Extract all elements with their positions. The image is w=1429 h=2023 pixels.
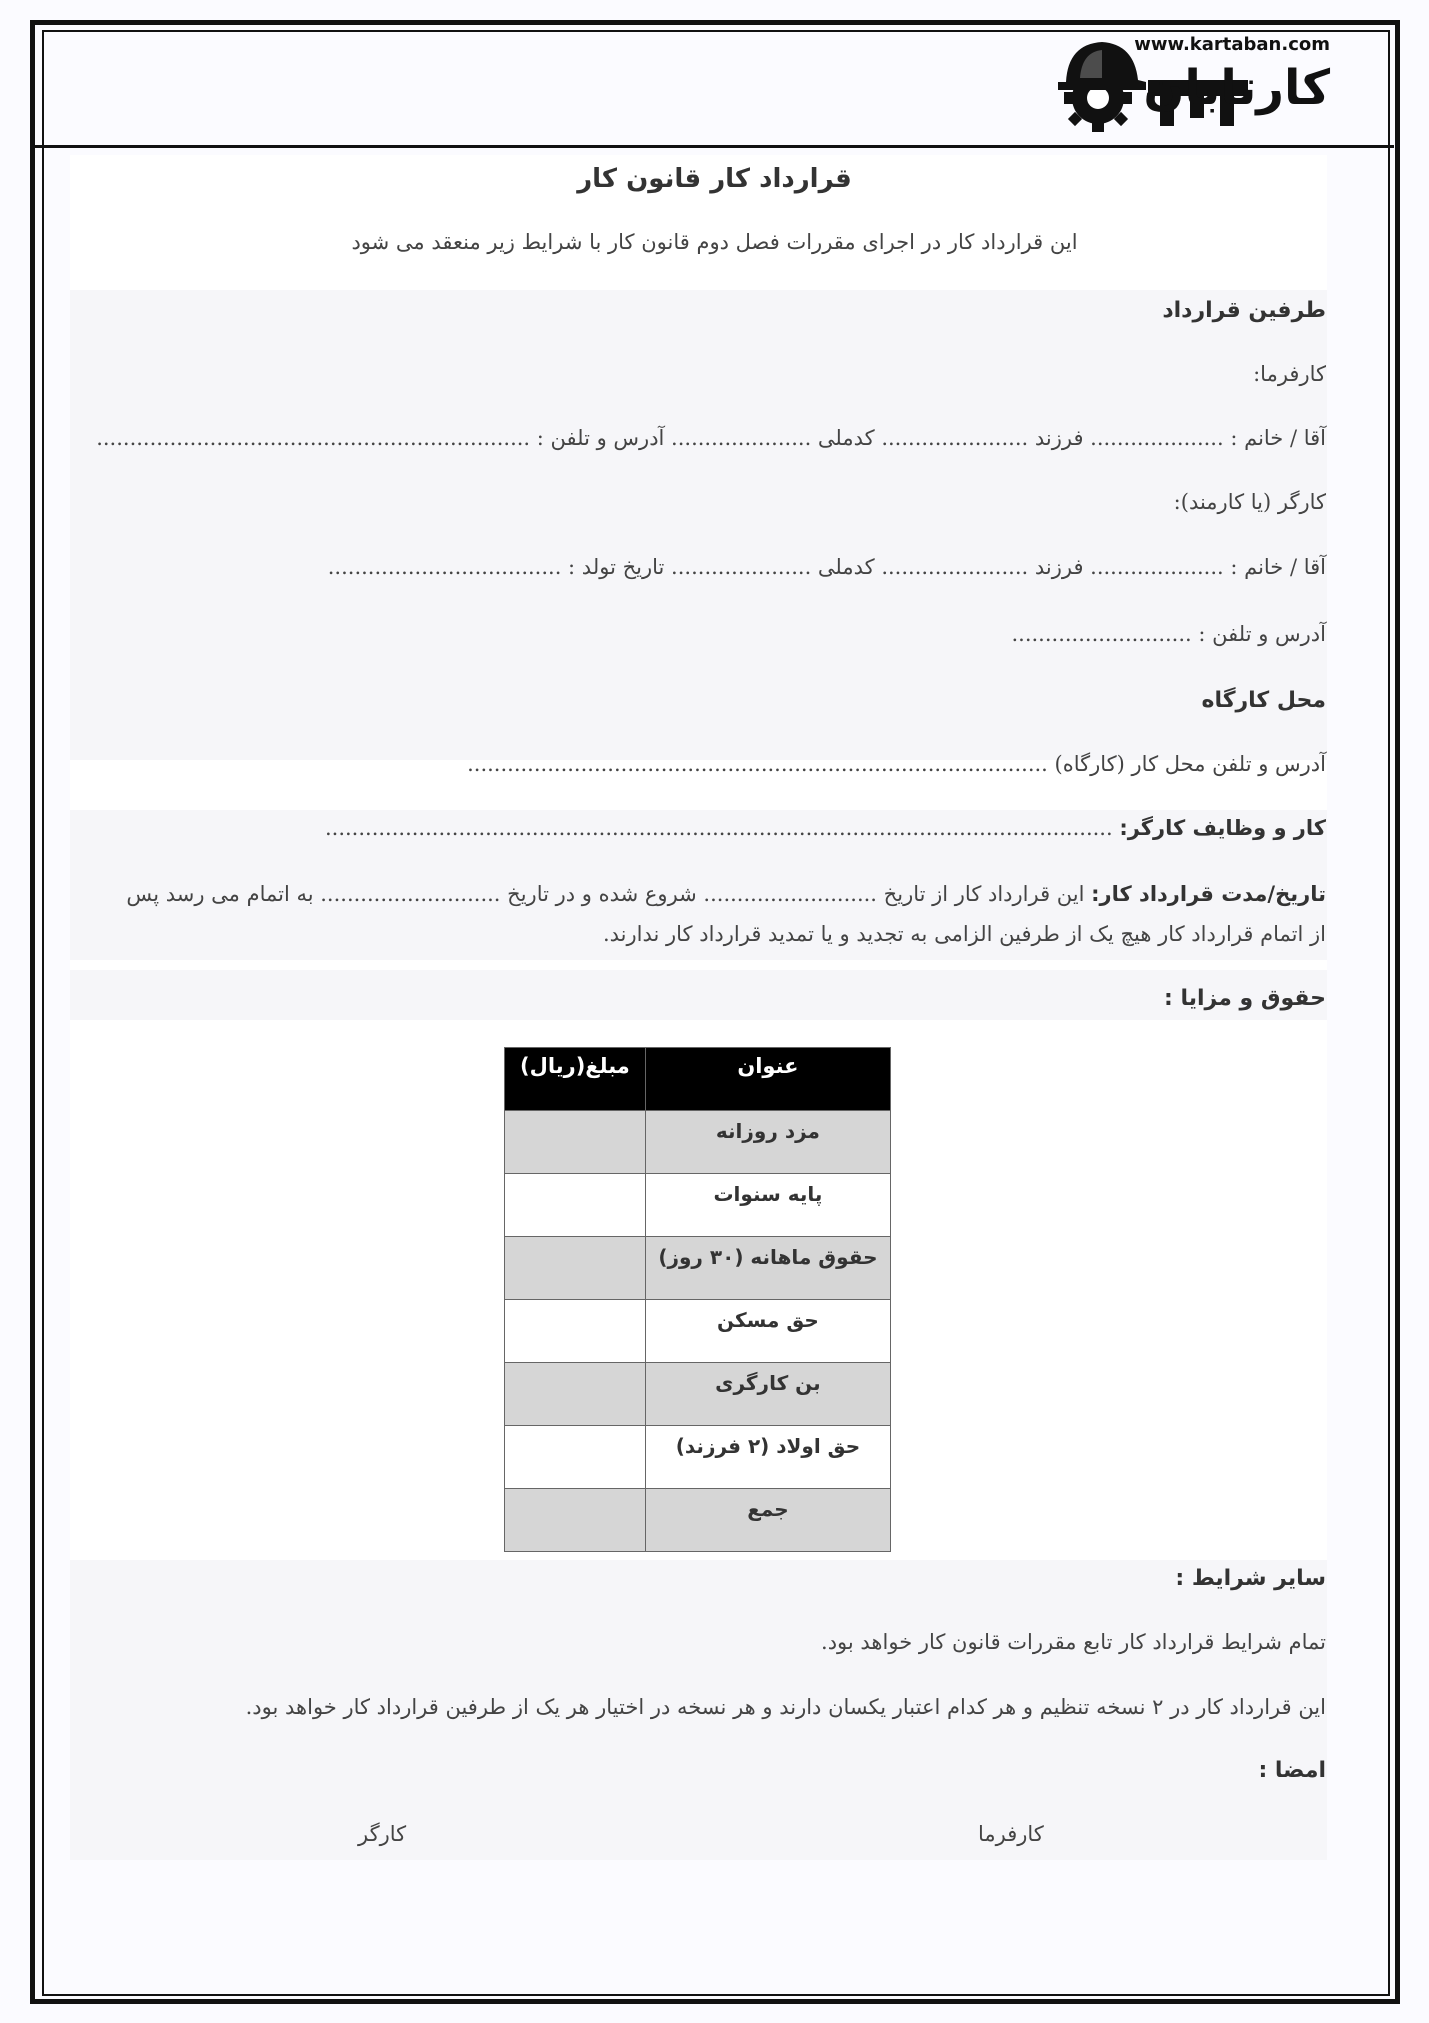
row-amount (505, 1237, 646, 1300)
workplace-band (70, 680, 1327, 760)
row-amount (505, 1426, 646, 1489)
table-row (505, 1426, 891, 1489)
other-terms-line-1: تمام شرایط قرارداد کار تابع مقررات قانون کار خواهد بود. (821, 1630, 1326, 1654)
signature-heading: امضا : (1258, 1758, 1326, 1783)
row-title: مزد روزانه (645, 1111, 890, 1174)
table-row (505, 1363, 891, 1426)
worker-signature-label: کارگر (358, 1822, 407, 1846)
duration-label: تاریخ/مدت قرارداد کار: (1091, 882, 1326, 906)
duties-label: کار و وظایف کارگر: (1119, 816, 1326, 840)
duties-line (325, 816, 1326, 840)
employer-fields: آقا / خانم : .................... فرزند ...................... کدملی ..................... آدرس و تلفن : ................................................................. (96, 426, 1326, 450)
table-row (505, 1300, 891, 1363)
table-row (505, 1237, 891, 1300)
table-row (505, 1174, 891, 1237)
worker-fields: آقا / خانم : .................... فرزند ...................... کدملی ..................... تاریخ تولد : ................................... (327, 555, 1326, 579)
other-terms-heading: سایر شرایط : (1175, 1566, 1326, 1591)
workplace-address: آدرس و تلفن محل کار (کارگاه) ....................................................................................... (467, 752, 1326, 776)
header-divider (30, 145, 1394, 148)
salary-heading: حقوق و مزایا : (1164, 986, 1326, 1011)
kartaban-logo (1050, 34, 1330, 140)
row-title: پایه سنوات (645, 1174, 890, 1237)
logo-url: www.kartaban.com (1134, 34, 1330, 55)
row-title: حقوق ماهانه (۳۰ روز) (645, 1237, 890, 1300)
duties-dots: ...................................................................................................................... (324, 816, 1120, 840)
row-amount (505, 1489, 646, 1552)
worker-address: آدرس و تلفن : ........................... (1011, 622, 1326, 646)
employer-label: کارفرما: (1253, 362, 1326, 386)
duration-line-2: از اتمام قرارداد کار هیچ یک از طرفین الزامی به تجدید و یا تمدید قرارداد کار ندارند. (602, 922, 1326, 946)
document-subtitle: این قرارداد کار در اجرای مقررات فصل دوم قانون کار با شرایط زیر منعقد می شود (351, 230, 1078, 254)
row-title: جمع (645, 1489, 890, 1552)
employer-signature-label: کارفرما (978, 1822, 1044, 1846)
document-title: قرارداد کار قانون کار (577, 164, 852, 194)
col-amount-header: مبلغ(ریال) (505, 1048, 646, 1111)
row-title: بن کارگری (645, 1363, 890, 1426)
table-row (505, 1111, 891, 1174)
parties-heading: طرفین قرارداد (1162, 298, 1326, 323)
row-amount (505, 1174, 646, 1237)
other-terms-line-2: این قرارداد کار در ۲ نسخه تنظیم و هر کدام اعتبار یکسان دارند و هر نسخه در اختیار هر یک از طرفین قرارداد کار خواهد بود. (245, 1695, 1326, 1719)
row-amount (505, 1111, 646, 1174)
duration-line-1 (126, 882, 1326, 906)
duration-text: این قرارداد کار از تاریخ .......................... شروع شده و در تاریخ ........................... به اتمام می رسد پس (126, 882, 1092, 906)
logo-brand: کارتابان (1143, 60, 1330, 116)
col-title-header: عنوان (645, 1048, 890, 1111)
worker-label: کارگر (یا کارمند): (1173, 490, 1326, 514)
row-amount (505, 1363, 646, 1426)
workplace-heading: محل کارگاه (1201, 688, 1326, 713)
row-title: حق اولاد (۲ فرزند) (645, 1426, 890, 1489)
salary-band (70, 970, 1327, 1020)
table-row (505, 1489, 891, 1552)
row-amount (505, 1300, 646, 1363)
salary-table (504, 1047, 891, 1552)
row-title: حق مسکن (645, 1300, 890, 1363)
